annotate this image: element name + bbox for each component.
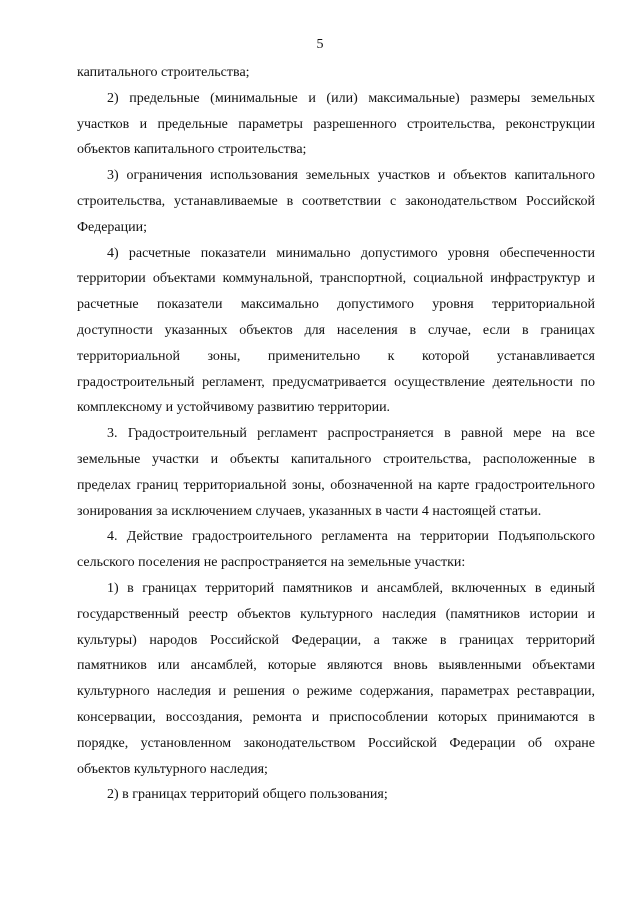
- paragraph: 4. Действие градостроительного регламента на территории Подъяпольского сельского поселения не распространяется на земельные участки:: [77, 529, 595, 571]
- paragraph: 4) расчетные показатели минимально допустимого уровня обеспеченности территории объектами коммунальной, транспортной, социальной инфраструктур и расчетные показатели максимально допустимого уровня территориальной доступности указанных объектов для населения в случае, если в границах территориальной зоны, применительно к которой устанавливается градостроительный регламент, предусматривается осуществление деятельности по комплексному и устойчивому развитию территории.: [77, 245, 595, 416]
- paragraph: 3) ограничения использования земельных участков и объектов капитального строительства, устанавливаемые в соответствии с законодательством Российской Федерации;: [77, 168, 595, 235]
- paragraph: 2) в границах территорий общего пользования;: [107, 787, 388, 803]
- page-number: 5: [316, 37, 324, 52]
- paragraph: 2) предельные (минимальные и (или) максимальные) размеры земельных участков и предельные параметры разрешенного строительства, реконструкции объектов капитального строительства;: [77, 90, 595, 158]
- document-body: [77, 60, 595, 808]
- paragraph: 1) в границах территорий памятников и ансамблей, включенных в единый государственный реестр объектов культурного наследия (памятников истории и культуры) народов Российской Федерации, а также в границах территорий памятников или ансамблей, которые являются вновь выявленными объектами культурного наследия и решения о режиме содержания, параметрах реставрации, консервации, воссоздания, ремонта и приспособлении которых принимаются в порядке, установленном законодательством Российской Федерации об охране объектов культурного наследия;: [77, 580, 595, 777]
- paragraph: капитального строительства;: [77, 65, 250, 80]
- paragraph: 3. Градостроительный регламент распространяется в равной мере на все земельные участки и объекты капитального строительства, расположенные в пределах границ территориальной зоны, обозначенной на карте градостроительного зонирования за исключением случаев, указанных в части 4 настоящей статьи.: [77, 426, 595, 519]
